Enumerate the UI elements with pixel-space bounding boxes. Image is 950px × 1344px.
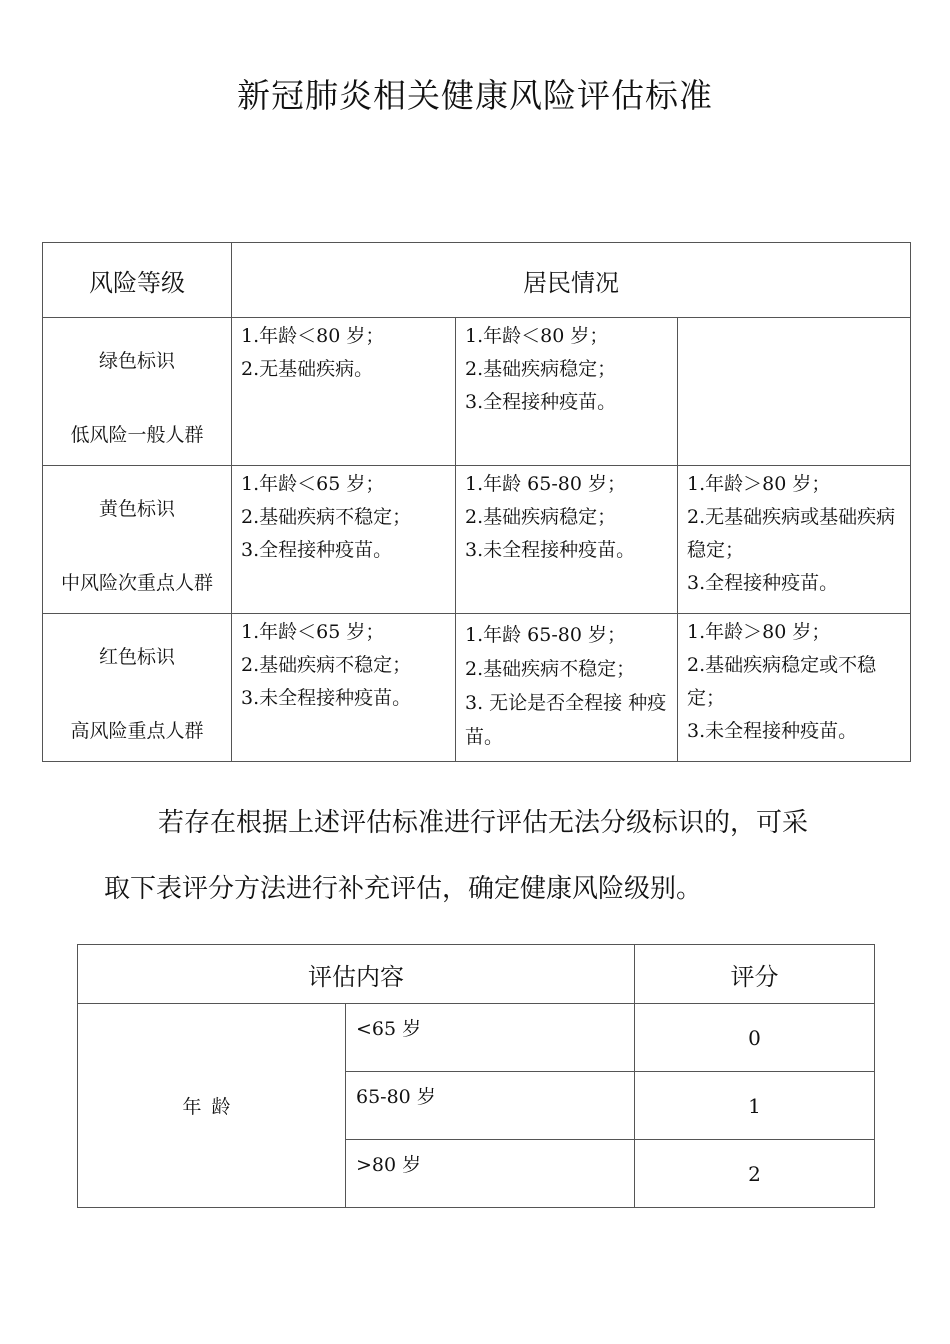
header-resident-situation: 居民情况 xyxy=(232,243,911,318)
risk-level-cell xyxy=(43,614,232,762)
option-score: 1 xyxy=(635,1072,875,1140)
table-row xyxy=(43,614,911,762)
condition-line: 3.未全程接种疫苗。 xyxy=(687,720,858,742)
option-label: 65-80 岁 xyxy=(346,1072,635,1140)
condition-line: 1.年龄＜65 岁； xyxy=(241,621,385,643)
paragraph-line-2: 取下表评分方法进行补充评估，确定健康风险级别。 xyxy=(104,874,703,904)
score-table xyxy=(77,944,875,1208)
condition-cell xyxy=(232,318,456,466)
condition-line: 2.基础疾病稳定； xyxy=(465,358,617,380)
condition-cell xyxy=(456,466,678,614)
risk-tag-green: 绿色标识 xyxy=(98,350,175,372)
option-score: 0 xyxy=(635,1004,875,1072)
condition-line: 3.未全程接种疫苗。 xyxy=(465,539,636,561)
condition-line: 1.年龄＞80 岁； xyxy=(687,621,831,643)
option-score: 2 xyxy=(635,1140,875,1208)
condition-line: 1.年龄＞80 岁； xyxy=(687,473,831,495)
condition-line: 2.基础疾病不稳定； xyxy=(241,654,412,676)
condition-line: 2.无基础疾病。 xyxy=(241,358,374,380)
condition-line: 3.全程接种疫苗。 xyxy=(687,572,839,594)
paragraph-line-1: 若存在根据上述评估标准进行评估无法分级标识的，可采 xyxy=(158,808,809,838)
condition-line: 1.年龄 65-80 岁； xyxy=(465,473,626,495)
condition-cell-empty xyxy=(678,318,911,466)
condition-cell xyxy=(456,614,678,762)
risk-level-cell xyxy=(43,466,232,614)
risk-level-table xyxy=(42,242,911,762)
risk-group-high: 高风险重点人群 xyxy=(70,720,204,742)
condition-cell xyxy=(456,318,678,466)
condition-cell xyxy=(678,466,911,614)
condition-line: 2.基础疾病稳定； xyxy=(465,506,617,528)
condition-line: 1.年龄＜65 岁； xyxy=(241,473,385,495)
table-row xyxy=(43,318,911,466)
page-title: 新冠肺炎相关健康风险评估标准 xyxy=(237,76,713,115)
header-score: 评分 xyxy=(635,945,875,1004)
condition-line: 1.年龄 65-80 岁； xyxy=(465,624,626,646)
header-assessment-content: 评估内容 xyxy=(78,945,635,1004)
risk-group-low: 低风险一般人群 xyxy=(70,424,204,446)
option-label: <65 岁 xyxy=(346,1004,635,1072)
condition-line: 2.基础疾病稳定或不稳定； xyxy=(687,654,877,709)
condition-line: 1.年龄＜80 岁； xyxy=(241,325,385,347)
header-risk-level: 风险等级 xyxy=(43,243,232,318)
table-row xyxy=(43,466,911,614)
condition-cell xyxy=(232,614,456,762)
condition-line: 2.无基础疾病或基础疾病稳定； xyxy=(687,506,896,561)
risk-tag-red: 红色标识 xyxy=(98,646,175,668)
condition-cell xyxy=(678,614,911,762)
condition-line: 3. 无论是否全程接 种疫苗。 xyxy=(465,692,667,748)
condition-line: 3.全程接种疫苗。 xyxy=(465,391,617,413)
risk-level-cell xyxy=(43,318,232,466)
condition-line: 2.基础疾病不稳定； xyxy=(465,658,636,680)
condition-line: 1.年龄＜80 岁； xyxy=(465,325,609,347)
condition-line: 2.基础疾病不稳定； xyxy=(241,506,412,528)
item-age: 年龄 xyxy=(78,1004,346,1208)
option-label: >80 岁 xyxy=(346,1140,635,1208)
risk-tag-yellow: 黄色标识 xyxy=(98,498,175,520)
condition-line: 3.未全程接种疫苗。 xyxy=(241,687,412,709)
risk-group-medium: 中风险次重点人群 xyxy=(60,572,213,594)
condition-cell xyxy=(232,466,456,614)
condition-line: 3.全程接种疫苗。 xyxy=(241,539,393,561)
table-row xyxy=(78,1004,875,1072)
